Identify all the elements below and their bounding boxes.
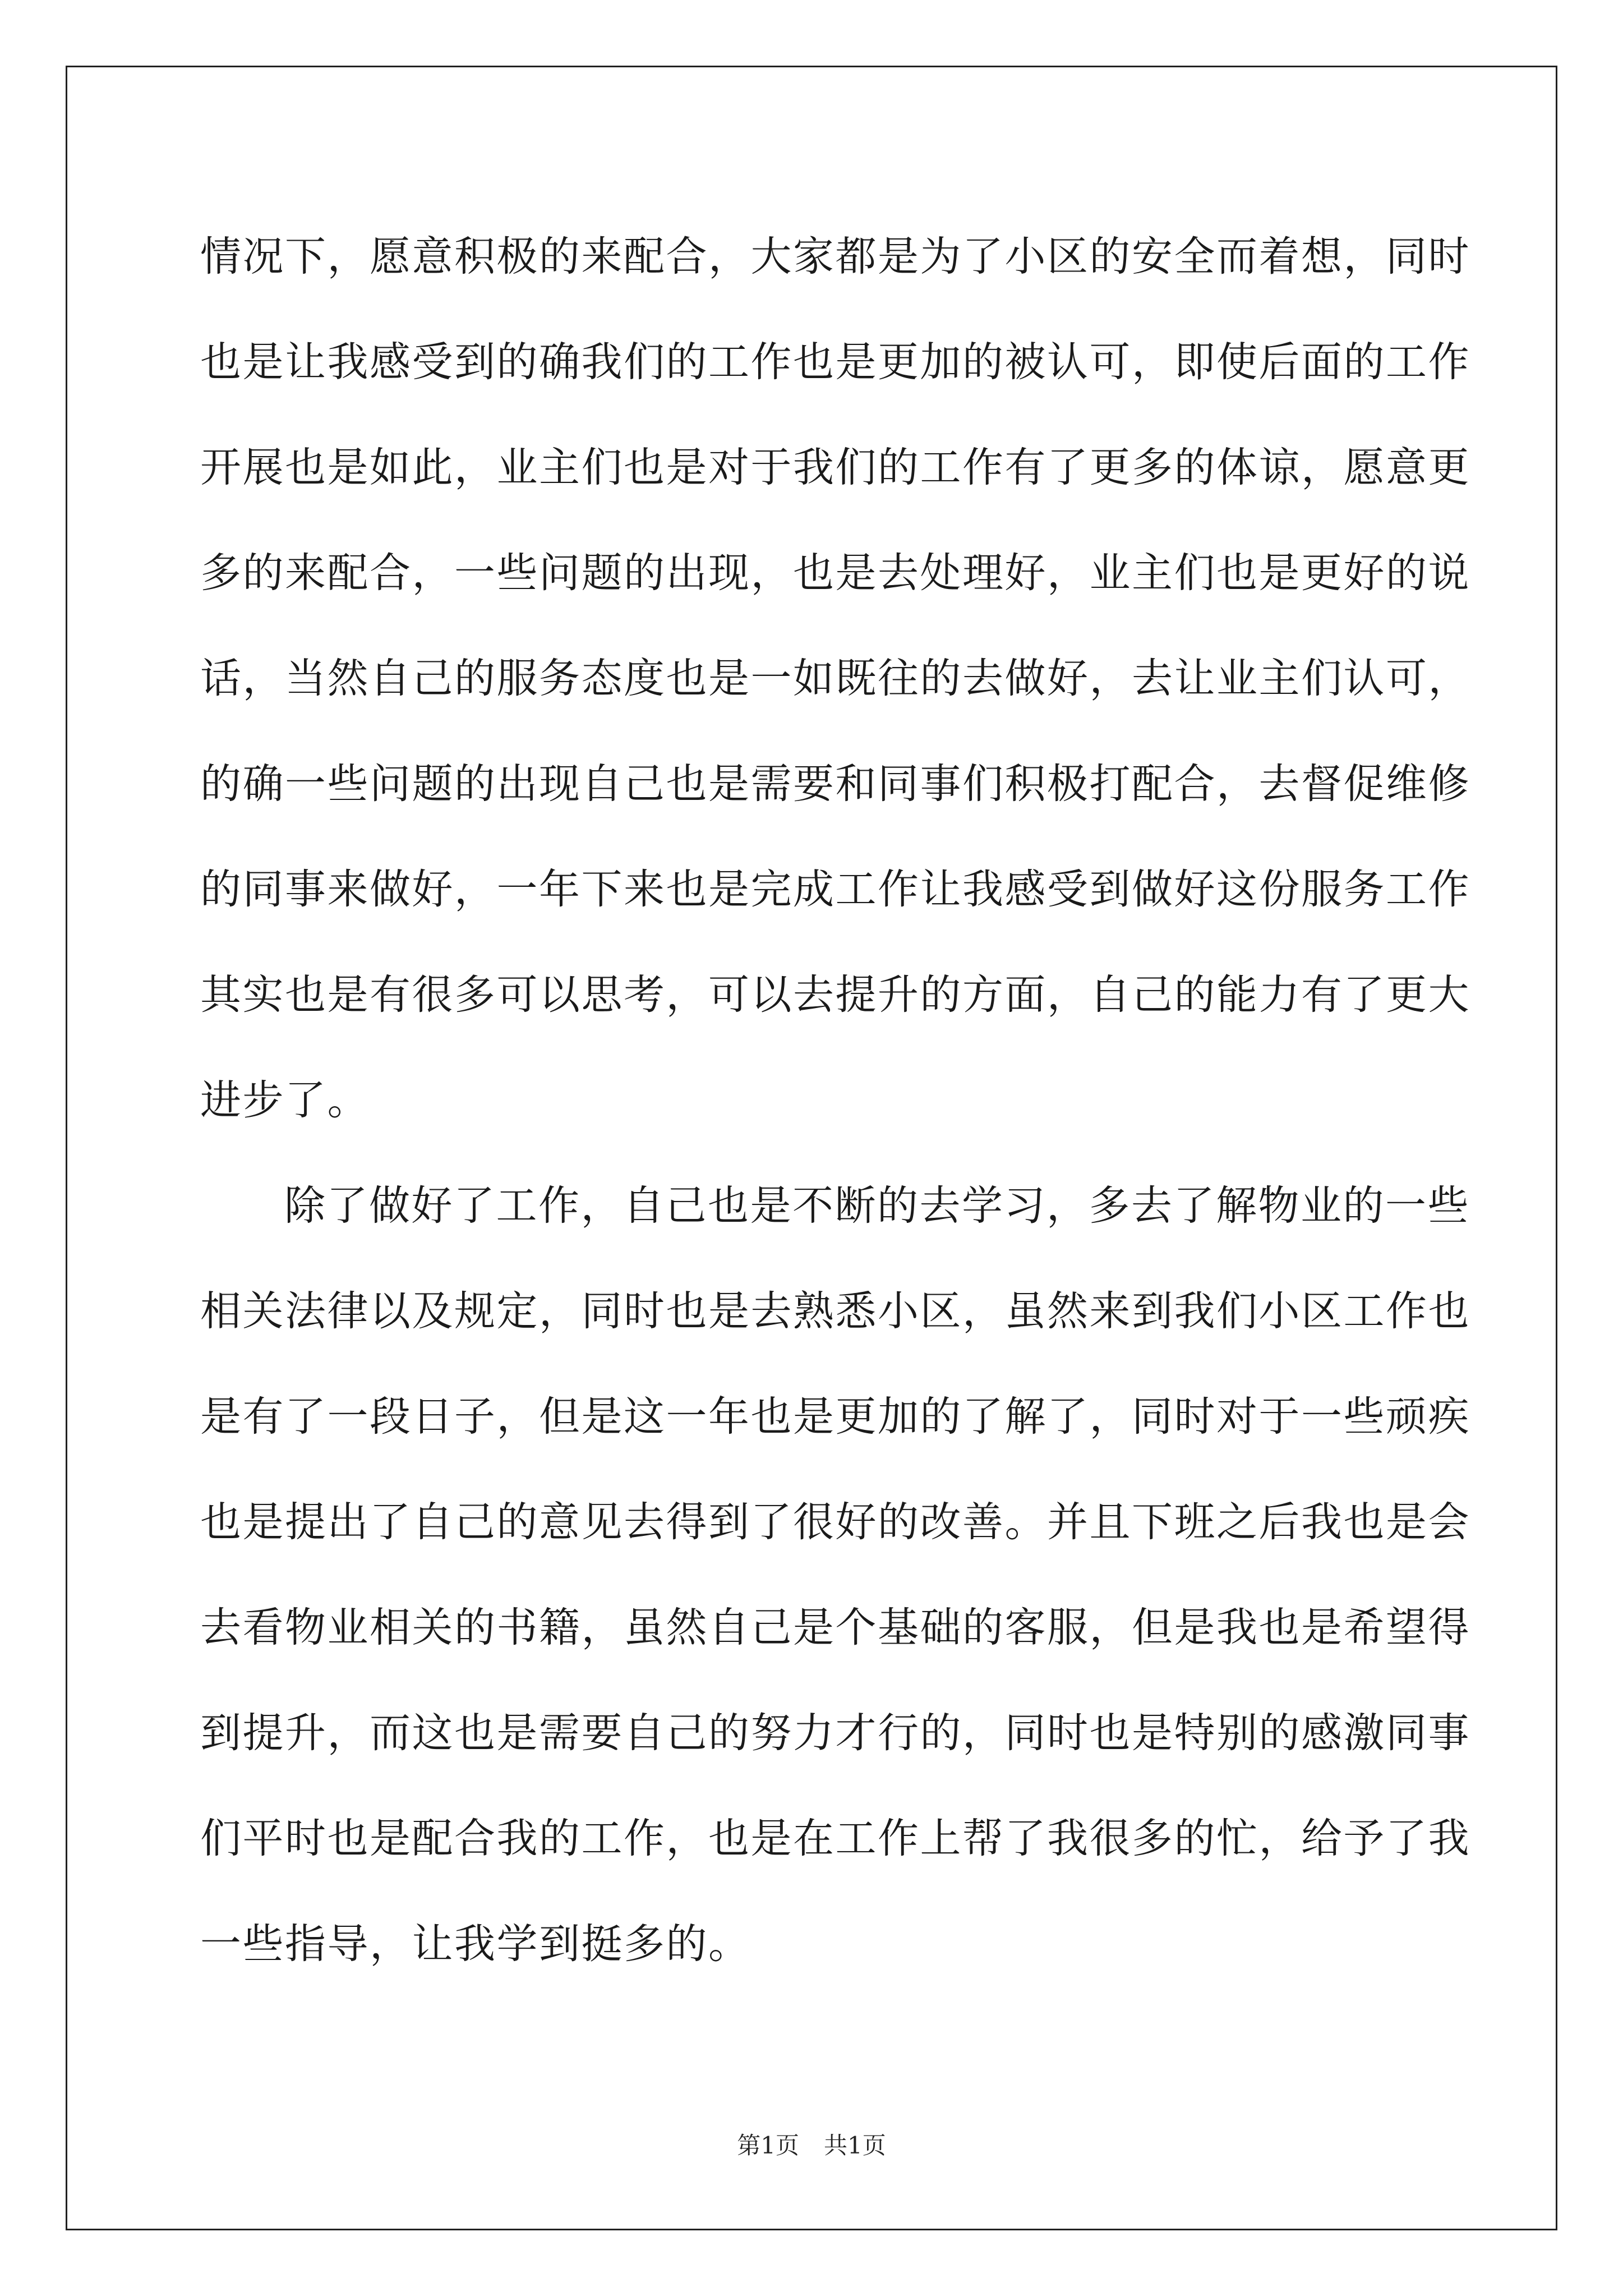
page-footer: [0, 2129, 1623, 2162]
text-line: 进步了。: [200, 1076, 370, 1124]
text-line: 的同事来做好，一年下来也是完成工作让我感受到做好这份服务工作: [200, 866, 1470, 913]
page-number: 第1页: [737, 2132, 799, 2159]
text-line: 其实也是有很多可以思考，可以去提升的方面，自己的能力有了更大: [200, 971, 1470, 1019]
text-line: 多的来配合，一些问题的出现，也是去处理好，业主们也是更好的说: [200, 549, 1470, 597]
text-line: 到提升，而这也是需要自己的努力才行的，同时也是特别的感激同事: [200, 1709, 1470, 1757]
text-line: 情况下，愿意积极的来配合，大家都是为了小区的安全而着想，同时: [200, 233, 1470, 280]
text-line: 相关法律以及规定，同时也是去熟悉小区，虽然来到我们小区工作也: [200, 1287, 1470, 1335]
text-line: 一些指导，让我学到挺多的。: [200, 1920, 751, 1968]
page-total: 共1页: [824, 2132, 886, 2159]
document-body: [200, 204, 1470, 1997]
text-line: 除了做好了工作，自己也是不断的去学习，多去了解物业的一些: [284, 1182, 1470, 1230]
text-line: 们平时也是配合我的工作，也是在工作上帮了我很多的忙，给予了我: [200, 1815, 1470, 1862]
text-line: 去看物业相关的书籍，虽然自己是个基础的客服，但是我也是希望得: [200, 1604, 1470, 1651]
text-line: 的确一些问题的出现自己也是需要和同事们积极打配合，去督促维修: [200, 760, 1470, 808]
text-line: 也是让我感受到的确我们的工作也是更加的被认可，即使后面的工作: [200, 338, 1470, 386]
text-line: 话，当然自己的服务态度也是一如既往的去做好，去让业主们认可，: [200, 655, 1470, 702]
text-line: 也是提出了自己的意见去得到了很好的改善。并且下班之后我也是会: [200, 1498, 1470, 1546]
text-line: 开展也是如此，业主们也是对于我们的工作有了更多的体谅，愿意更: [200, 444, 1470, 491]
text-line: 是有了一段日子，但是这一年也是更加的了解了，同时对于一些顽疾: [200, 1393, 1470, 1441]
